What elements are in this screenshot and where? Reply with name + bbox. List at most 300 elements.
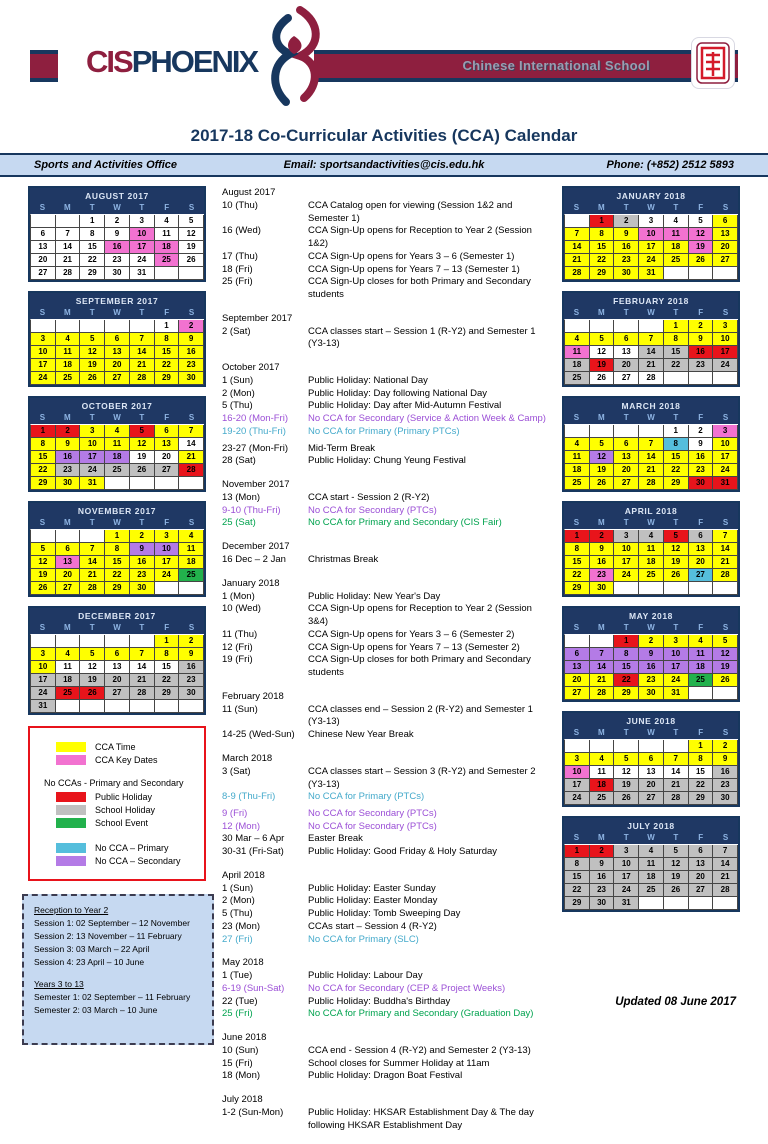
calendar-empty-cell [31, 215, 56, 228]
calendar-day-cell: 25 [179, 569, 204, 582]
calendar-day-headers [30, 202, 204, 214]
calendar-day-cell: 6 [105, 333, 130, 346]
calendar-day-cell: 15 [155, 661, 180, 674]
calendar-day-cell: 8 [31, 438, 56, 451]
calendar-day-cell: 18 [179, 556, 204, 569]
day-header: T [139, 413, 145, 422]
calendar-day-cell: 13 [639, 766, 664, 779]
day-header: M [597, 308, 605, 317]
event-description: Christmas Break [308, 554, 379, 566]
day-header: W [647, 518, 655, 527]
calendar-day-cell: 7 [130, 648, 155, 661]
day-header: T [673, 623, 679, 632]
calendar-day-cell: 17 [713, 451, 738, 464]
calendar-day-cell: 16 [105, 241, 130, 254]
calendar-empty-cell [713, 582, 738, 595]
calendar-day-cell: 7 [590, 648, 615, 661]
day-header: F [698, 413, 704, 422]
calendar-day-cell: 13 [713, 228, 738, 241]
color-legend [28, 726, 206, 881]
calendar-empty-cell [179, 477, 204, 490]
calendar-day-headers [30, 622, 204, 634]
calendar-day-cell: 30 [639, 687, 664, 700]
calendar-day-cell: 1 [105, 530, 130, 543]
calendar-day-cell: 4 [664, 215, 689, 228]
calendar-day-cell: 9 [56, 438, 81, 451]
day-header: S [39, 308, 46, 317]
event-month-group [222, 957, 546, 1021]
calendar-day-cell: 30 [130, 582, 155, 595]
calendar-day-cell: 13 [56, 556, 81, 569]
calendar-day-cell: 13 [614, 346, 639, 359]
event-row [222, 1107, 546, 1132]
calendar-day-cell: 29 [565, 897, 590, 910]
event-description: CCA Sign-Up opens for Years 3 – 6 (Semester 1) [308, 250, 515, 262]
calendar-day-cell: 7 [713, 845, 738, 858]
event-row [222, 264, 546, 277]
event-description: School closes for Summer Holiday at 11am [308, 1057, 490, 1069]
calendar-grid [564, 529, 738, 595]
calendar-day-cell: 15 [31, 451, 56, 464]
calendar-day-cell: 20 [155, 451, 180, 464]
calendar-day-cell: 21 [130, 359, 155, 372]
event-date: 1-2 (Sun-Mon) [222, 1107, 284, 1119]
day-header: W [113, 203, 121, 212]
day-header: T [89, 623, 95, 632]
calendar-day-cell: 9 [689, 333, 714, 346]
event-row [222, 375, 546, 388]
calendar-day-cell: 9 [105, 228, 130, 241]
calendar-day-cell: 27 [565, 687, 590, 700]
calendar-day-cell: 7 [179, 425, 204, 438]
calendar-day-cell: 1 [155, 635, 180, 648]
calendar-month-title: DECEMBER 2017 [30, 608, 204, 622]
event-date: 19 (Fri) [222, 654, 253, 666]
calendar-day-cell: 27 [713, 254, 738, 267]
calendar-day-cell: 9 [590, 858, 615, 871]
calendar-day-cell: 11 [56, 346, 81, 359]
day-header: S [722, 203, 729, 212]
event-date: 1 (Sun) [222, 882, 254, 894]
calendar-day-cell: 8 [80, 228, 105, 241]
legend-color-swatch [56, 805, 86, 815]
calendar-day-cell: 17 [565, 779, 590, 792]
calendar-day-cell: 3 [713, 425, 738, 438]
event-description: Public Holiday: Easter Monday [308, 895, 438, 907]
calendar-day-cell: 23 [713, 779, 738, 792]
calendar-empty-cell [56, 700, 81, 713]
calendar-day-cell: 2 [639, 635, 664, 648]
calendar-day-cell: 18 [639, 871, 664, 884]
calendar-day-cell: 27 [614, 477, 639, 490]
calendar-day-cell: 14 [80, 556, 105, 569]
calendar-day-cell: 23 [56, 464, 81, 477]
calendar-day-cell: 15 [155, 346, 180, 359]
phone-label: Phone: (+852) 2512 5893 [606, 159, 734, 171]
calendar-day-cell: 20 [105, 674, 130, 687]
day-header: F [698, 728, 704, 737]
event-date: 23 (Mon) [222, 920, 261, 932]
calendar-day-cell: 9 [639, 648, 664, 661]
calendar-day-cell: 4 [179, 530, 204, 543]
event-date: 22 (Tue) [222, 995, 258, 1007]
calendar-day-cell: 21 [130, 674, 155, 687]
event-date: 19-20 (Thu-Fri) [222, 425, 286, 437]
calendar-day-cell: 24 [614, 569, 639, 582]
calendar-day-cell: 1 [155, 320, 180, 333]
calendar-empty-cell [713, 687, 738, 700]
event-date: 25 (Sat) [222, 517, 256, 529]
event-row [222, 443, 546, 456]
calendar-grid [564, 634, 738, 700]
event-description: Public Holiday: Day following National Day [308, 387, 488, 399]
event-date: 30 Mar – 6 Apr [222, 833, 285, 845]
day-header: F [164, 518, 170, 527]
event-date: 12 (Fri) [222, 641, 253, 653]
calendar-day-cell: 26 [689, 254, 714, 267]
calendar-day-cell: 2 [713, 740, 738, 753]
calendar-day-cell: 16 [689, 346, 714, 359]
event-date: 16 Dec – 2 Jan [222, 554, 286, 566]
calendar-day-cell: 4 [639, 845, 664, 858]
calendar-day-cell: 18 [565, 464, 590, 477]
calendar-empty-cell [664, 740, 689, 753]
calendar-day-cell: 17 [639, 241, 664, 254]
session-line: Session 4: 23 April – 10 June [34, 957, 145, 967]
event-date: 17 (Thu) [222, 250, 258, 262]
day-header: S [39, 518, 46, 527]
calendar-empty-cell [130, 320, 155, 333]
calendar-month-title: SEPTEMBER 2017 [30, 293, 204, 307]
legend-color-swatch [56, 856, 86, 866]
event-row [222, 455, 546, 468]
day-header: M [63, 518, 71, 527]
calendar-day-cell: 12 [614, 766, 639, 779]
calendar-day-cell: 9 [179, 333, 204, 346]
event-row [222, 846, 546, 859]
calendar-empty-cell [105, 635, 130, 648]
calendar-day-cell: 16 [614, 241, 639, 254]
day-header: T [673, 518, 679, 527]
calendar-day-cell: 10 [31, 346, 56, 359]
calendar-list-right [562, 186, 740, 912]
calendar-day-cell: 24 [639, 254, 664, 267]
logo-text [86, 44, 257, 80]
calendar-day-cell: 2 [689, 320, 714, 333]
calendar-day-cell: 13 [689, 543, 714, 556]
event-month-group [222, 753, 546, 859]
calendar-day-cell: 14 [565, 241, 590, 254]
day-header: F [164, 203, 170, 212]
event-date: 30-31 (Fri-Sat) [222, 846, 284, 858]
calendar-day-cell: 16 [713, 766, 738, 779]
event-date: 18 (Mon) [222, 1070, 261, 1082]
calendar-day-cell: 28 [56, 267, 81, 280]
event-row [222, 1045, 546, 1058]
calendar-day-cell: 29 [155, 372, 180, 385]
calendar-day-cell: 8 [590, 228, 615, 241]
calendar-day-cell: 28 [639, 477, 664, 490]
event-row [222, 642, 546, 655]
calendar-empty-cell [713, 897, 738, 910]
calendar-day-cell: 4 [565, 333, 590, 346]
calendar-day-cell: 19 [664, 871, 689, 884]
legend-label: No CCA – Primary [95, 842, 169, 853]
calendar-day-cell: 4 [639, 530, 664, 543]
calendar-empty-cell [614, 320, 639, 333]
calendar-day-cell: 4 [56, 648, 81, 661]
legend-label: School Holiday [95, 804, 156, 815]
day-header: S [722, 623, 729, 632]
calendar-day-cell: 24 [565, 792, 590, 805]
calendar-day-cell: 13 [105, 346, 130, 359]
event-description: No CCA for Secondary (PTCs) [308, 807, 437, 819]
calendar-day-cell: 18 [155, 241, 180, 254]
event-date: 28 (Sat) [222, 455, 256, 467]
event-month-group [222, 362, 546, 468]
event-row [222, 413, 546, 426]
event-description: Public Holiday: Chung Yeung Festival [308, 455, 466, 467]
calendar-empty-cell [130, 635, 155, 648]
calendar-day-cell: 10 [130, 228, 155, 241]
calendar-empty-cell [614, 582, 639, 595]
calendar-day-cell: 18 [56, 674, 81, 687]
calendar-day-cell: 12 [179, 228, 204, 241]
calendar-day-cell: 14 [664, 766, 689, 779]
calendar-month-title: JUNE 2018 [564, 713, 738, 727]
calendar-day-cell: 25 [590, 792, 615, 805]
calendar-day-cell: 31 [614, 897, 639, 910]
school-name: Chinese International School [462, 58, 650, 73]
day-header: F [164, 308, 170, 317]
event-date: 11 (Thu) [222, 628, 258, 640]
calendar-empty-cell [639, 897, 664, 910]
day-header: T [673, 413, 679, 422]
calendar-empty-cell [713, 267, 738, 280]
calendar-day-headers [564, 412, 738, 424]
calendar-day-cell: 31 [639, 267, 664, 280]
calendar-day-cell: 8 [614, 648, 639, 661]
calendar-day-cell: 2 [590, 845, 615, 858]
month-calendar [562, 711, 740, 807]
calendar-day-cell: 13 [105, 661, 130, 674]
calendar-empty-cell [565, 635, 590, 648]
right-calendar-column [562, 186, 740, 912]
day-header: T [623, 728, 629, 737]
event-description: No CCA for Primary (Primary PTCs) [308, 425, 460, 437]
calendar-day-cell: 29 [614, 687, 639, 700]
calendar-day-cell: 14 [713, 543, 738, 556]
calendar-day-cell: 12 [590, 451, 615, 464]
calendar-day-cell: 5 [31, 543, 56, 556]
calendar-day-cell: 3 [664, 635, 689, 648]
event-row [222, 225, 546, 250]
calendar-day-cell: 29 [31, 477, 56, 490]
calendar-empty-cell [565, 740, 590, 753]
calendar-empty-cell [639, 320, 664, 333]
calendar-empty-cell [105, 700, 130, 713]
calendar-day-cell: 25 [56, 372, 81, 385]
calendar-day-cell: 23 [590, 569, 615, 582]
event-row [222, 276, 546, 301]
calendar-day-cell: 6 [639, 753, 664, 766]
calendar-day-cell: 11 [565, 451, 590, 464]
calendar-day-cell: 24 [713, 464, 738, 477]
day-header: S [573, 623, 580, 632]
calendar-day-cell: 19 [80, 359, 105, 372]
event-date: 2 (Mon) [222, 387, 255, 399]
calendar-day-cell: 5 [590, 438, 615, 451]
calendar-day-cell: 31 [713, 477, 738, 490]
calendar-day-cell: 21 [713, 556, 738, 569]
calendar-day-cell: 19 [713, 661, 738, 674]
calendar-day-cell: 14 [179, 438, 204, 451]
event-description: Public Holiday: Day after Mid-Autumn Festival [308, 400, 502, 412]
event-row [222, 833, 546, 846]
calendar-day-cell: 5 [590, 333, 615, 346]
event-date: 10 (Wed) [222, 603, 261, 615]
calendar-day-cell: 21 [179, 451, 204, 464]
day-header: W [647, 623, 655, 632]
calendar-day-cell: 10 [80, 438, 105, 451]
calendar-day-cell: 22 [614, 674, 639, 687]
calendar-day-cell: 17 [614, 556, 639, 569]
calendar-day-cell: 6 [565, 648, 590, 661]
day-header: W [647, 413, 655, 422]
calendar-day-cell: 27 [614, 372, 639, 385]
calendar-day-cell: 18 [689, 661, 714, 674]
calendar-day-cell: 10 [713, 333, 738, 346]
calendar-day-cell: 23 [614, 254, 639, 267]
calendar-day-cell: 10 [614, 543, 639, 556]
calendar-day-cell: 23 [105, 254, 130, 267]
day-header: F [164, 413, 170, 422]
calendar-day-cell: 13 [689, 858, 714, 871]
calendar-day-cell: 21 [590, 674, 615, 687]
event-row [222, 326, 546, 351]
event-description: CCA Sign-Up opens for Years 7 – 13 (Semester 2) [308, 641, 520, 653]
day-header: T [623, 518, 629, 527]
calendar-day-cell: 11 [639, 858, 664, 871]
calendar-day-cell: 26 [614, 792, 639, 805]
calendar-day-cell: 29 [689, 792, 714, 805]
day-header: S [722, 518, 729, 527]
month-calendar [562, 291, 740, 387]
calendar-empty-cell [31, 320, 56, 333]
event-date: 16 (Wed) [222, 225, 261, 237]
calendar-day-cell: 17 [713, 346, 738, 359]
calendar-day-cell: 20 [689, 871, 714, 884]
calendar-empty-cell [105, 320, 130, 333]
calendar-day-cell: 9 [179, 648, 204, 661]
event-month-heading: September 2017 [222, 312, 293, 324]
day-header: T [623, 623, 629, 632]
calendar-day-cell: 26 [664, 569, 689, 582]
calendar-day-cell: 15 [664, 451, 689, 464]
calendar-day-cell: 29 [105, 582, 130, 595]
event-row [222, 1058, 546, 1071]
event-month-group [222, 541, 546, 567]
calendar-day-cell: 28 [639, 372, 664, 385]
calendar-day-cell: 10 [155, 543, 180, 556]
calendar-day-cell: 14 [590, 661, 615, 674]
calendar-day-cell: 7 [80, 543, 105, 556]
legend-item [56, 790, 198, 803]
event-description: No CCA for Primary and Secondary (Graduation Day) [308, 1008, 534, 1020]
calendar-day-headers [30, 307, 204, 319]
event-row [222, 729, 546, 742]
calendar-day-cell: 2 [614, 215, 639, 228]
event-date: 11 (Sun) [222, 703, 258, 715]
event-row [222, 921, 546, 934]
event-description: Public Holiday: Good Friday & Holy Saturday [308, 846, 498, 858]
calendar-day-cell: 24 [130, 254, 155, 267]
event-month-heading: October 2017 [222, 362, 280, 374]
event-date: 15 (Fri) [222, 1057, 253, 1069]
calendar-empty-cell [56, 635, 81, 648]
event-description: No CCA for Secondary (Service & Action Week & Camp) [308, 413, 546, 425]
calendar-empty-cell [590, 740, 615, 753]
calendar-day-cell: 15 [590, 241, 615, 254]
calendar-day-cell: 3 [80, 425, 105, 438]
calendar-day-cell: 2 [56, 425, 81, 438]
legend-label: School Event [95, 817, 149, 828]
calendar-day-cell: 25 [689, 674, 714, 687]
calendar-empty-cell [664, 897, 689, 910]
calendar-day-cell: 20 [31, 254, 56, 267]
event-date: 18 (Fri) [222, 263, 253, 275]
event-date: 12 (Mon) [222, 820, 261, 832]
calendar-day-cell: 15 [614, 661, 639, 674]
event-row [222, 400, 546, 413]
day-header: T [673, 833, 679, 842]
calendar-day-cell: 25 [639, 884, 664, 897]
calendar-day-cell: 5 [689, 215, 714, 228]
day-header: S [39, 413, 46, 422]
calendar-empty-cell [155, 477, 180, 490]
event-row [222, 970, 546, 983]
event-date: 16-20 (Mon-Fri) [222, 413, 288, 425]
event-description: CCA Sign-Up opens for Years 3 – 6 (Semester 2) [308, 628, 515, 640]
calendar-empty-cell [664, 372, 689, 385]
calendar-day-cell: 22 [664, 359, 689, 372]
calendar-day-cell: 14 [639, 346, 664, 359]
calendar-day-cell: 9 [130, 543, 155, 556]
calendar-day-cell: 17 [614, 871, 639, 884]
event-row [222, 251, 546, 264]
event-date: 13 (Mon) [222, 491, 261, 503]
event-description: Public Holiday: Dragon Boat Festival [308, 1070, 463, 1082]
calendar-day-cell: 12 [80, 346, 105, 359]
calendar-day-cell: 10 [639, 228, 664, 241]
event-month-group [222, 187, 546, 302]
day-header: T [139, 308, 145, 317]
day-header: T [139, 623, 145, 632]
calendar-empty-cell [155, 582, 180, 595]
calendar-day-cell: 1 [664, 320, 689, 333]
event-description: Public Holiday: National Day [308, 375, 428, 387]
calendar-day-cell: 8 [565, 858, 590, 871]
day-header: F [698, 623, 704, 632]
calendar-day-cell: 21 [56, 254, 81, 267]
event-row [222, 996, 546, 1009]
legend-color-swatch [56, 843, 86, 853]
calendar-day-cell: 28 [590, 687, 615, 700]
calendar-day-cell: 17 [31, 674, 56, 687]
calendar-day-cell: 22 [31, 464, 56, 477]
calendar-empty-cell [105, 477, 130, 490]
calendar-grid [564, 214, 738, 280]
